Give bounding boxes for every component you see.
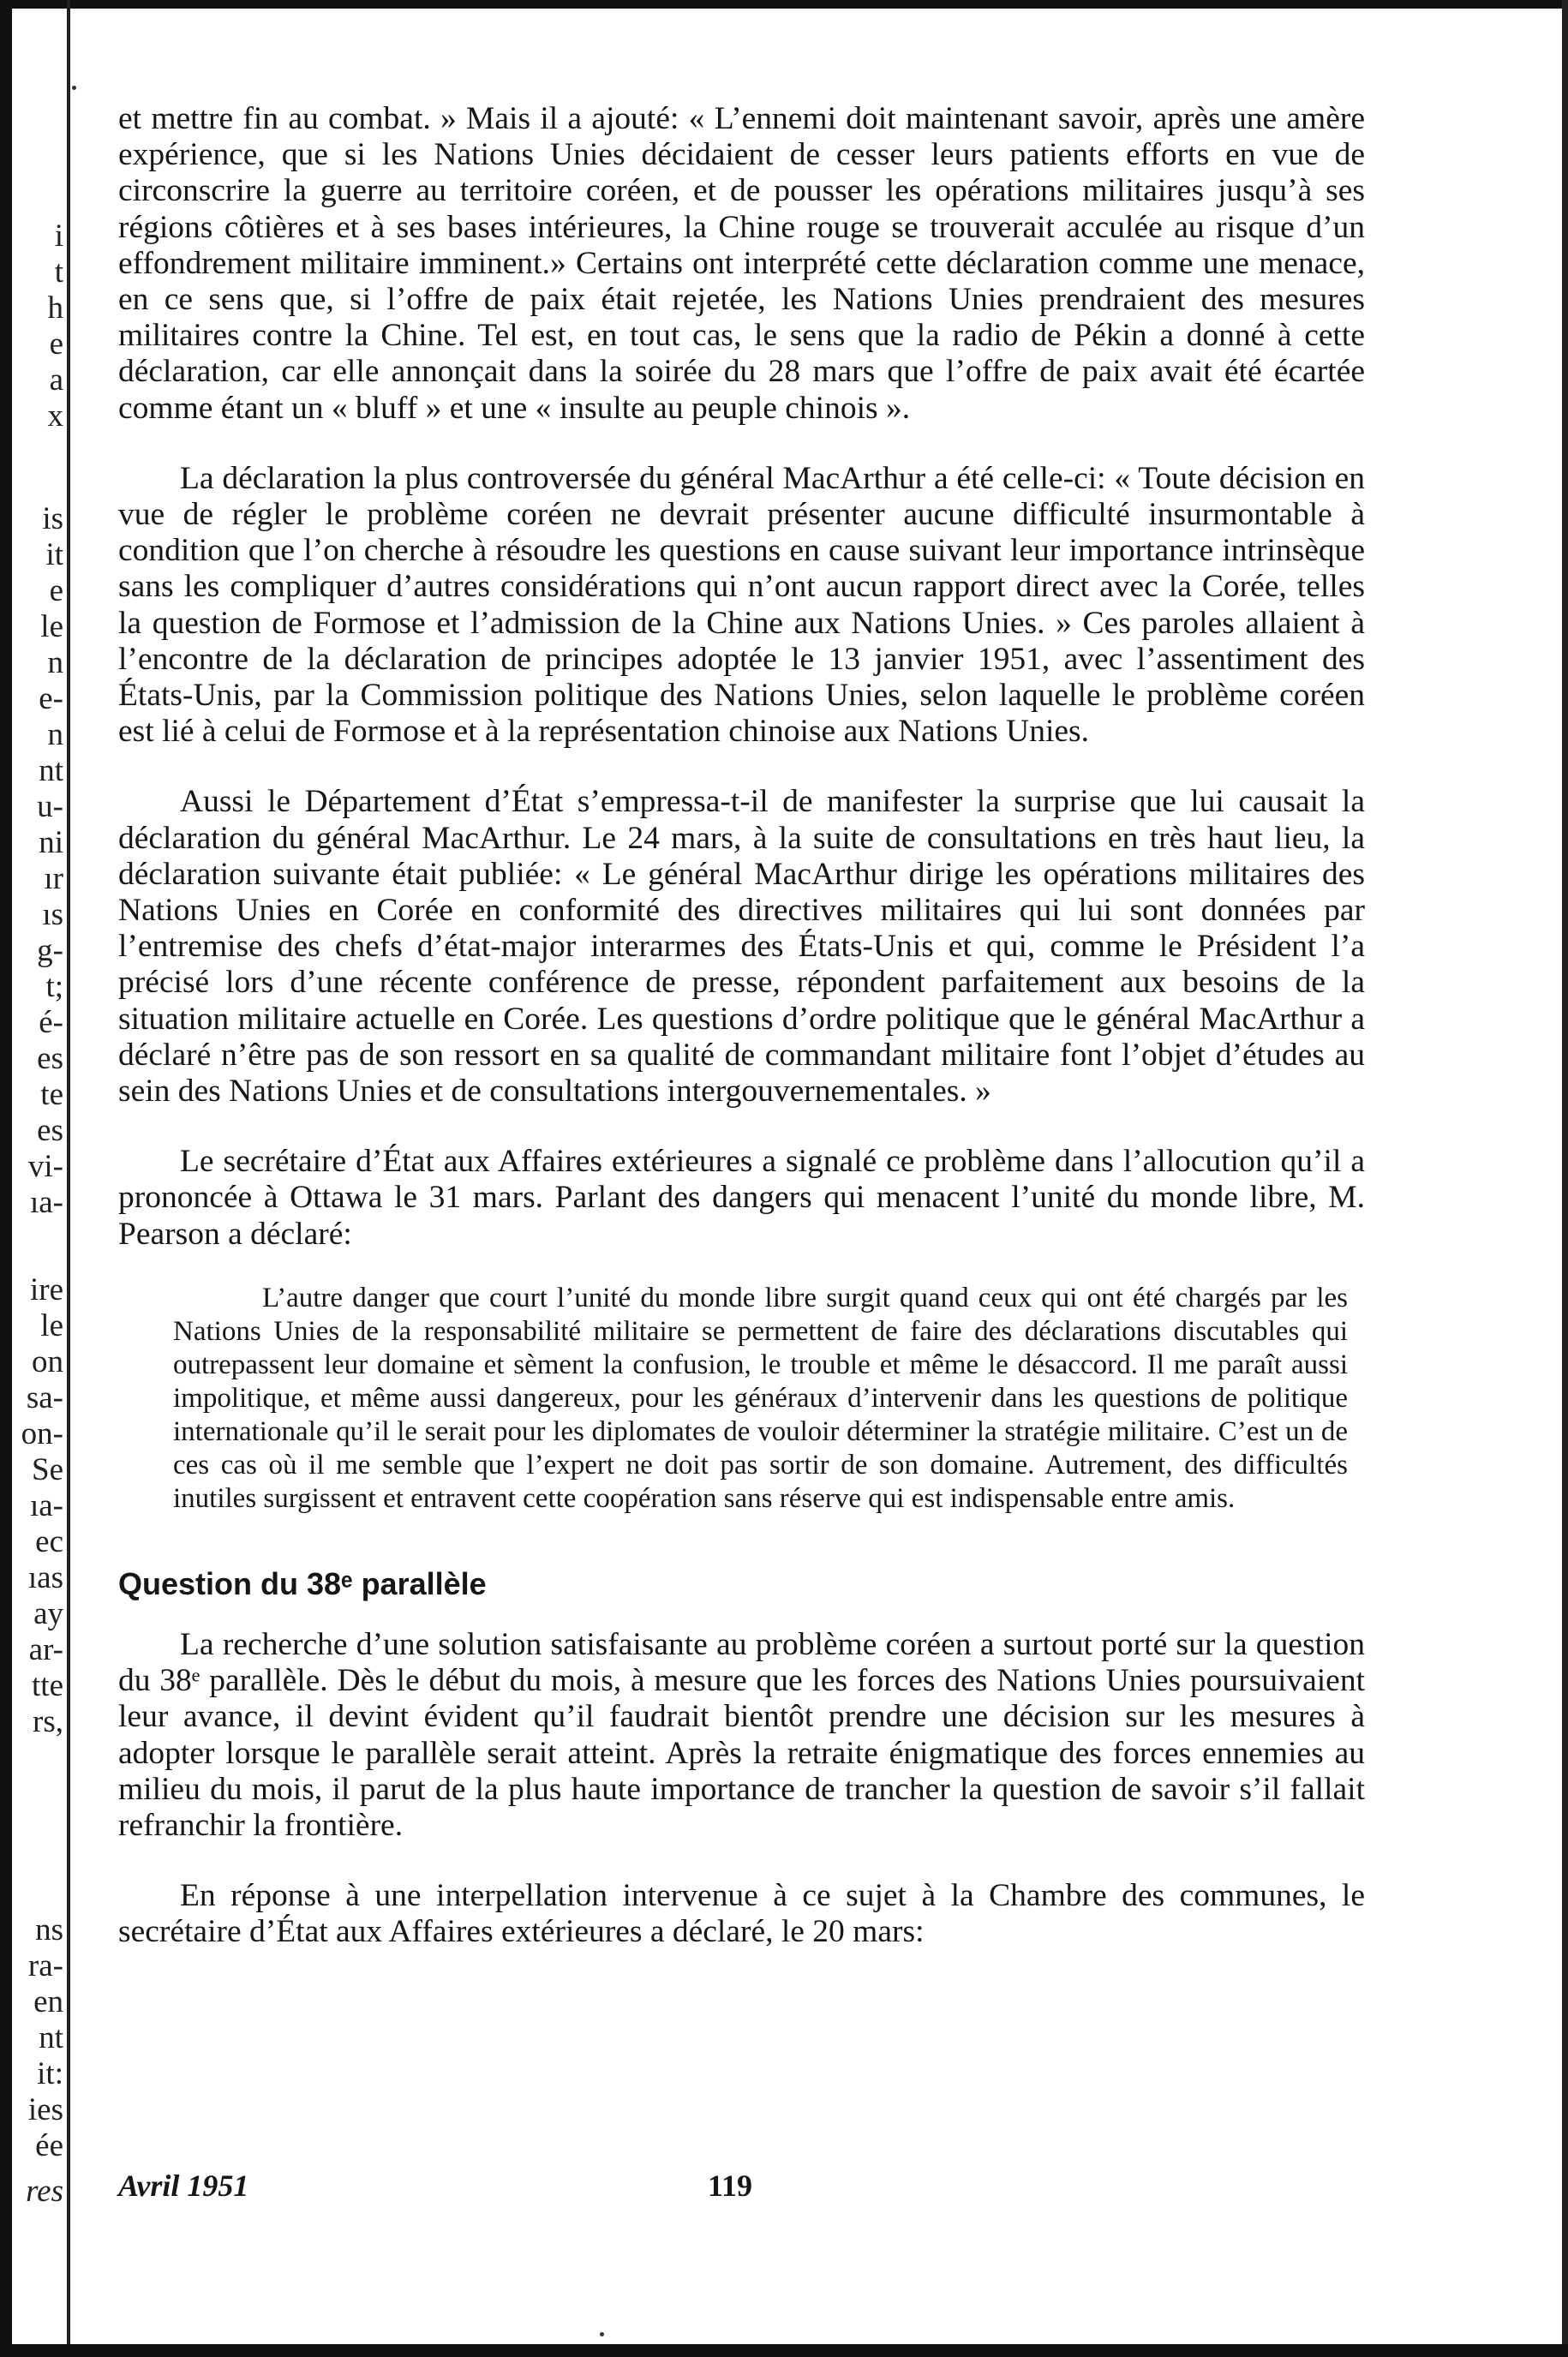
- margin-fragment: te: [40, 1077, 63, 1112]
- paragraph-commons-reply: En réponse à une interpellation intervenue à ce sujet à la Chambre des communes, le secrétaire d’État aux Affaires extérieures a déclaré, le 20 mars:: [118, 1878, 1365, 1950]
- scan-speck: [72, 86, 76, 90]
- margin-fragment: e: [49, 326, 63, 362]
- margin-fragment: i: [54, 218, 63, 254]
- margin-fragment: is: [42, 501, 63, 536]
- facing-page-margin: [12, 0, 67, 2357]
- scan-bottom-border: [0, 2344, 1568, 2357]
- page-footer: [118, 2168, 1365, 2210]
- margin-fragment: e-: [39, 681, 63, 716]
- scan-speck: [600, 2332, 604, 2336]
- paragraph-38th-parallel: La recherche d’une solution satisfaisante au problème coréen a surtout porté sur la question du 38ᵉ parallèle. Dès le début du mois, à mesure que les forces des Nations Unies poursuivaient leur avance, il devint évident qu’il faudrait bientôt prendre une décision sur les mesures à adopter lorsque le parallèle serait atteint. Après la retraite énigmatique des forces ennemies au milieu du mois, il parut de la plus haute importance de trancher la question de savoir s’il fallait refranchir la frontière.: [118, 1626, 1365, 1843]
- page-number: 119: [708, 2169, 753, 2203]
- margin-fragment: ies: [27, 2092, 63, 2127]
- paragraph-continuation: et mettre fin au combat. » Mais il a ajouté: « L’ennemi doit maintenant savoir, après une amère expérience, que si les Nations Unies décidaient de cesser leurs patients efforts en vue de circonscrire la guerre au territoire coréen, et de pousser les opérations militaires jusqu’à ses régions côtières et à ses bases intérieures, la Chine rouge se trouverait acculée au risque d’un effondrement militaire imminent.» Certains ont interprété cette déclaration comme une menace, en ce sens que, si l’offre de paix était rejetée, les Nations Unies prendraient des mesures militaires contre la Chine. Tel est, en tout cas, le sens que la radio de Pékin a donné à cette déclaration, car elle annonçait dans la soirée du 28 mars que l’offre de paix avait été écartée comme étant un « bluff » et une « insulte au peuple chinois ».: [118, 101, 1365, 426]
- block-quote-pearson: L’autre danger que court l’unité du monde libre surgit quand ceux qui ont été chargés par les Nations Unies de la responsabilité militaire se permettent de faire des déclarations discutables qui outrepassent leur domaine et sèment la confusion, le trouble et même le désaccord. Il me paraît aussi impolitique, et même aussi dangereux, pour les généraux d’intervenir dans les questions de politique internationale qu’il le serait pour les diplomates de vouloir déterminer la stratégie militaire. C’est un de ces cas où il me semble que l’expert ne doit pas sortir de son domaine. Autrement, des difficultés inutiles surgissent et entravent cette coopération sans réserve qui est indispensable entre amis.: [173, 1282, 1348, 1514]
- margin-fragment: res: [26, 2174, 63, 2209]
- binding-line: [67, 0, 70, 2357]
- margin-fragment: ée: [35, 2128, 63, 2163]
- margin-fragment: es: [37, 1113, 63, 1148]
- section-heading: Question du 38ᵉ parallèle: [118, 1565, 487, 1601]
- margin-fragment: n: [47, 645, 63, 680]
- page-body: [118, 101, 1365, 1951]
- margin-fragment: tte: [32, 1668, 63, 1703]
- margin-fragment: nt: [39, 2020, 63, 2055]
- margin-fragment: ni: [39, 825, 63, 860]
- margin-fragment: a: [49, 362, 63, 398]
- paragraph-macarthur-declaration: La déclaration la plus controversée du général MacArthur a été celle-ci: « Toute décision en vue de régler le problème coréen ne devrait présenter aucune difficulté insurmontable à condition que l’on cherche à résoudre les questions en cause suivant leur importance intrinsèque sans les compliquer d’autres considérations qui n’ont aucun rapport direct avec la Corée, telles la question de Formose et l’admission de la Chine aux Nations Unies. » Ces paroles allaient à l’encontre de la déclaration de principes adoptée le 13 janvier 1951, avec l’assentiment des États-Unis, par la Commission politique des Nations Unies, selon laquelle le problème coréen est lié à celui de Formose et à la représentation chinoise aux Nations Unies.: [118, 460, 1365, 750]
- margin-fragment: ıa-: [29, 1488, 63, 1523]
- scan-top-border: [0, 0, 1568, 9]
- margin-fragment: Se: [32, 1452, 63, 1487]
- margin-fragment: on: [32, 1344, 63, 1379]
- paragraph-state-department: Aussi le Département d’État s’empressa-t-il de manifester la surprise que lui causait la déclaration du général MacArthur. Le 24 mars, à la suite de consultations en très haut lieu, la déclaration suivante était publiée: « Le général MacArthur dirige les opérations militaires des Nations Unies en Corée en conformité des directives militaires qui lui sont données par l’entremise des chefs d’état-major interarmes des États-Unis et qui, comme le Président l’a précisé lors d’une récente conférence de presse, répondent parfaitement aux besoins de la situation militaire actuelle en Corée. Les questions d’ordre politique que le général MacArthur a déclaré n’être pas de son ressort en sa qualité de commandant militaire font l’objet d’études au sein des Nations Unies et de consultations intergouvernementales. »: [118, 784, 1365, 1110]
- margin-fragment: ıa-: [29, 1185, 63, 1220]
- margin-fragment: ra-: [27, 1948, 63, 1983]
- margin-fragment: rs,: [33, 1704, 63, 1739]
- margin-fragment: ire: [29, 1272, 63, 1307]
- footer-date: Avril 1951: [118, 2169, 249, 2203]
- margin-fragment: nt: [39, 753, 63, 788]
- margin-fragment: sa-: [26, 1380, 63, 1415]
- margin-fragment: es: [37, 1041, 63, 1076]
- margin-fragment: t: [54, 254, 63, 290]
- scan-right-border: [1562, 0, 1568, 2357]
- margin-fragment: e: [49, 573, 63, 608]
- margin-fragment: ay: [33, 1596, 63, 1631]
- margin-fragment: ır: [44, 861, 63, 896]
- margin-fragment: ıs: [42, 897, 63, 932]
- margin-fragment: t;: [45, 969, 63, 1004]
- margin-fragment: é-: [39, 1005, 63, 1040]
- margin-fragment: ıas: [27, 1560, 63, 1595]
- margin-fragment: ar-: [28, 1632, 63, 1667]
- margin-fragment: vi-: [27, 1149, 63, 1184]
- paragraph-pearson-ottawa: Le secrétaire d’État aux Affaires extérieures a signalé ce problème dans l’allocution qu’il a prononcée à Ottawa le 31 mars. Parlant des dangers qui menacent l’unité du monde libre, M. Pearson a déclaré:: [118, 1144, 1365, 1252]
- margin-fragment: on-: [21, 1416, 63, 1451]
- margin-fragment: it: [45, 537, 63, 572]
- margin-fragment: g-: [37, 933, 63, 968]
- margin-fragment: en: [33, 1984, 63, 2019]
- margin-fragment: u-: [37, 789, 63, 824]
- margin-fragment: n: [47, 717, 63, 752]
- margin-fragment: ns: [35, 1912, 63, 1947]
- margin-fragment: ec: [35, 1524, 63, 1559]
- margin-fragment: le: [40, 1308, 63, 1343]
- scan-left-border: [0, 0, 12, 2357]
- margin-fragment: le: [40, 609, 63, 644]
- margin-fragment: it:: [37, 2056, 63, 2091]
- margin-fragment: x: [47, 398, 63, 434]
- margin-fragment: h: [47, 290, 63, 326]
